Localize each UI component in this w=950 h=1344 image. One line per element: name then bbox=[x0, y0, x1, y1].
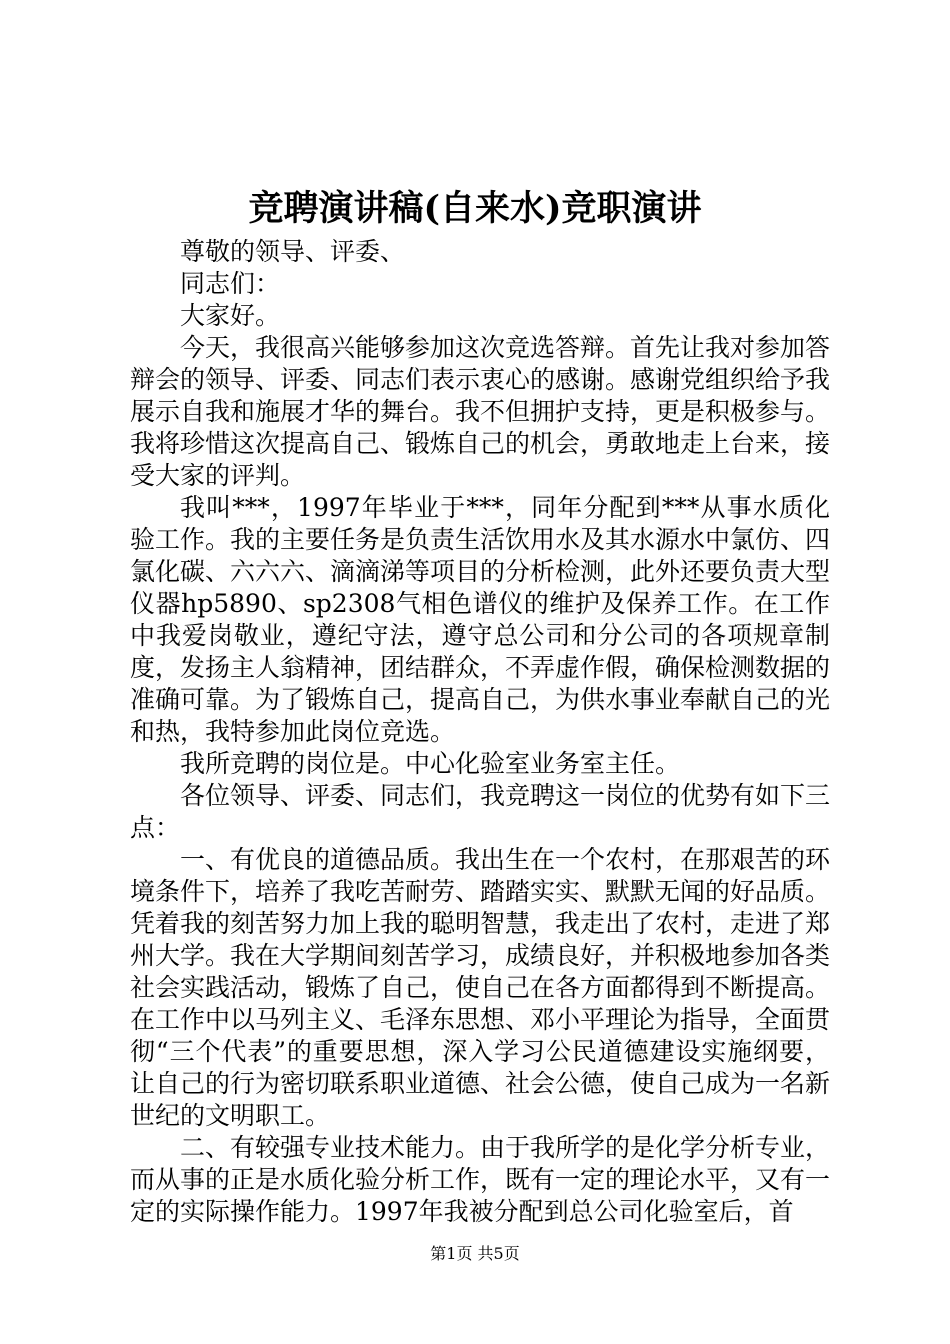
paragraph-greeting: 大家好。 bbox=[180, 301, 281, 330]
paragraph-advantage-one: 一、有优良的道德品质。我出生在一个农村，在那艰苦的环境条件下，培养了我吃苦耐劳、踏踏实实、默默无闻的好品质。凭着我的刻苦努力加上我的聪明智慧，我走出了农村，走进了郑州大学。我在大学期间刻苦学习，成绩良好，并积极地参加各类社会实践活动，锻炼了自己，使自己在各方面都得到不断提高。在工作中以马列主义、毛泽东思想、邓小平理论为指导，全面贯彻“三个代表”的重要思想，深入学习公民道德建设实施纲要，让自己的行为密切联系职业道德、社会公德，使自己成为一名新世纪的文明职工。 bbox=[130, 845, 831, 1130]
paragraph-self-introduction: 我叫***，1997年毕业于***，同年分配到***从事水质化验工作。我的主要任务是负责生活饮用水及其水源水中氯仿、四氯化碳、六六六、滴滴涕等项目的分析检测，此外还要负责大型仪器hp5890、sp2308气相色谱仪的维护及保养工作。在工作中我爱岗敬业，遵纪守法，遵守总公司和分公司的各项规章制度，发扬主人翁精神，团结群众，不弄虚作假，确保检测数据的准确可靠。为了锻炼自己，提高自己，为供水事业奉献自己的光和热，我特参加此岗位竞选。 bbox=[130, 493, 831, 746]
paragraph-advantage-two: 二、有较强专业技术能力。由于我所学的是化学分析专业，而从事的正是水质化验分析工作，既有一定的理论水平，又有一定的实际操作能力。1997年我被分配到总公司化验室后，首 bbox=[130, 1133, 831, 1226]
paragraph-comrades: 同志们： bbox=[180, 269, 281, 298]
paragraph-advantages-intro: 各位领导、评委、同志们，我竞聘这一岗位的优势有如下三点： bbox=[130, 781, 831, 842]
page-title: 竞聘演讲稿(自来水)竞职演讲 bbox=[248, 188, 702, 229]
page-footer: 第1页 共5页 bbox=[430, 1244, 520, 1263]
body-text bbox=[130, 236, 830, 1228]
paragraph-introduction: 今天，我很高兴能够参加这次竞选答辩。首先让我对参加答辩会的领导、评委、同志们表示衷心的感谢。感谢党组织给予我展示自我和施展才华的舞台。我不但拥护支持，更是积极参与。我将珍惜这次提高自己、锻炼自己的机会，勇敢地走上台来，接受大家的评判。 bbox=[130, 333, 831, 490]
paragraph-position: 我所竞聘的岗位是。中心化验室业务室主任。 bbox=[180, 749, 681, 778]
paragraph-salutation: 尊敬的领导、评委、 bbox=[180, 237, 406, 266]
